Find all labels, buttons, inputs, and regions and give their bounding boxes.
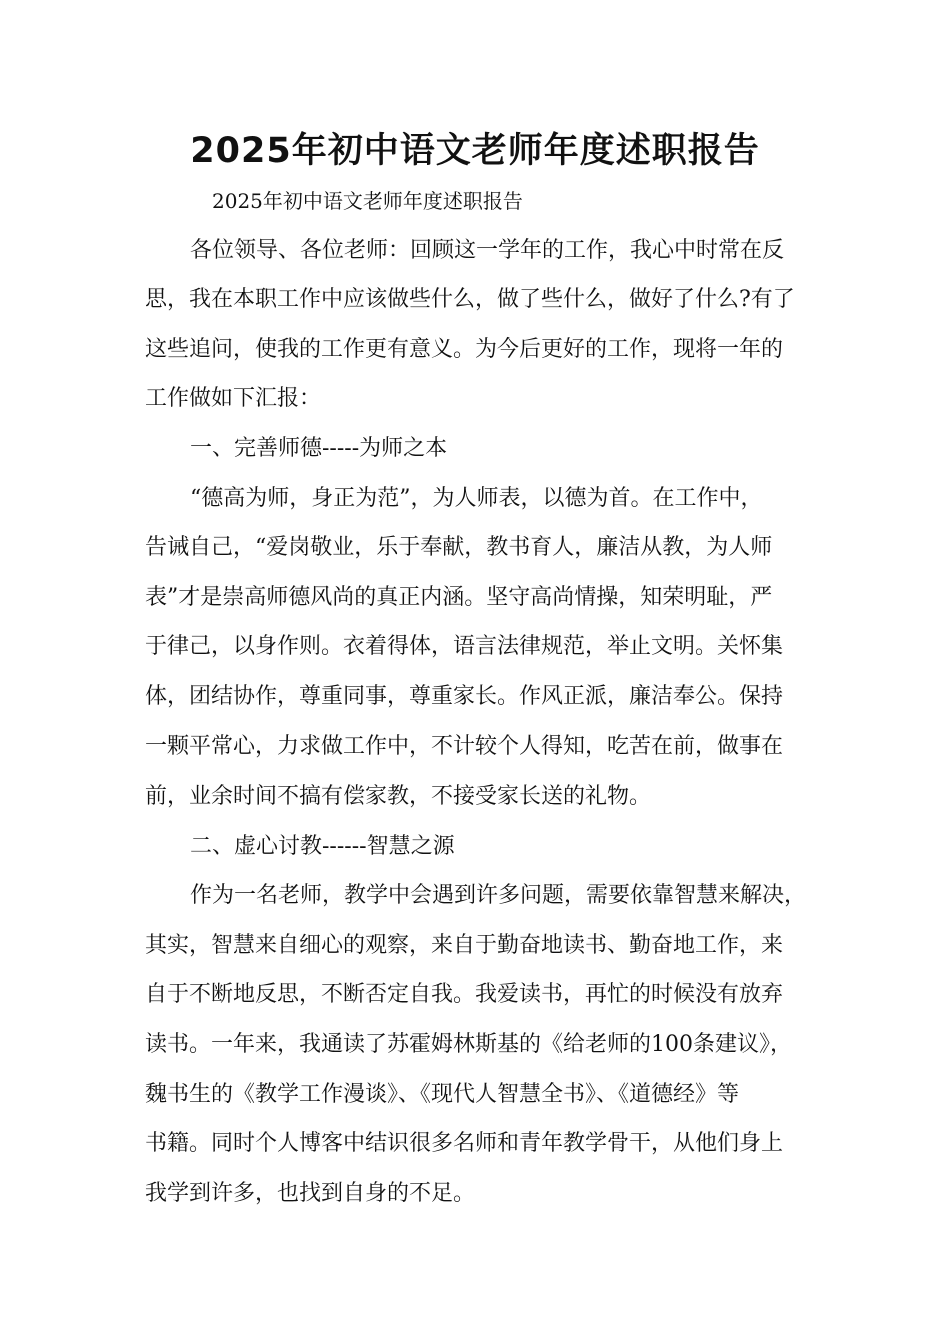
paragraph-line: 体，团结协作，尊重同事，尊重家长。作风正派，廉洁奉公。保持 xyxy=(145,684,784,709)
document-title: 2025年初中语文老师年度述职报告 xyxy=(190,131,760,171)
section-heading: 一、完善师德-----为师之本 xyxy=(190,436,448,461)
paragraph-line: “德高为师，身正为范”，为人师表，以德为首。在工作中， xyxy=(190,486,763,511)
paragraph-line: 读书。一年来，我通读了苏霍姆林斯基的《给老师的100条建议》， xyxy=(145,1032,792,1057)
paragraph-line: 我学到许多，也找到自身的不足。 xyxy=(145,1181,476,1206)
paragraph-line: 其实，智慧来自细心的观察，来自于勤奋地读书、勤奋地工作，来 xyxy=(145,933,784,958)
paragraph-line: 于律己，以身作则。衣着得体，语言法律规范，举止文明。关怀集 xyxy=(145,634,784,659)
paragraph-line: 各位领导、各位老师：回顾这一学年的工作，我心中时常在反 xyxy=(190,238,785,263)
paragraph-line: 工作做如下汇报： xyxy=(145,386,322,411)
section-heading: 二、虚心讨教------智慧之源 xyxy=(190,834,455,859)
paragraph-line: 表”才是崇高师德风尚的真正内涵。坚守高尚情操，知荣明耻，严 xyxy=(145,585,773,610)
paragraph-line: 书籍。同时个人博客中结识很多名师和青年教学骨干，从他们身上 xyxy=(145,1131,784,1156)
paragraph-line: 告诫自己，“爱岗敬业，乐于奉献，教书育人，廉洁从教，为人师 xyxy=(145,535,773,560)
paragraph-line: 思，我在本职工作中应该做些什么，做了些什么，做好了什么?有了 xyxy=(145,287,795,312)
paragraph-line: 魏书生的《教学工作漫谈》、《现代人智慧全书》、《道德经》等 xyxy=(145,1082,740,1107)
paragraph-line: 前，业余时间不搞有偿家教，不接受家长送的礼物。 xyxy=(145,784,652,809)
paragraph-line: 一颗平常心，力求做工作中，不计较个人得知，吃苦在前，做事在 xyxy=(145,734,784,759)
paragraph-line: 这些追问，使我的工作更有意义。为今后更好的工作，现将一年的 xyxy=(145,337,784,362)
document-subtitle: 2025年初中语文老师年度述职报告 xyxy=(212,189,523,213)
paragraph-line: 作为一名老师，教学中会遇到许多问题，需要依靠智慧来解决， xyxy=(190,883,807,908)
paragraph-line: 自于不断地反思，不断否定自我。我爱读书，再忙的时候没有放弃 xyxy=(145,982,784,1007)
